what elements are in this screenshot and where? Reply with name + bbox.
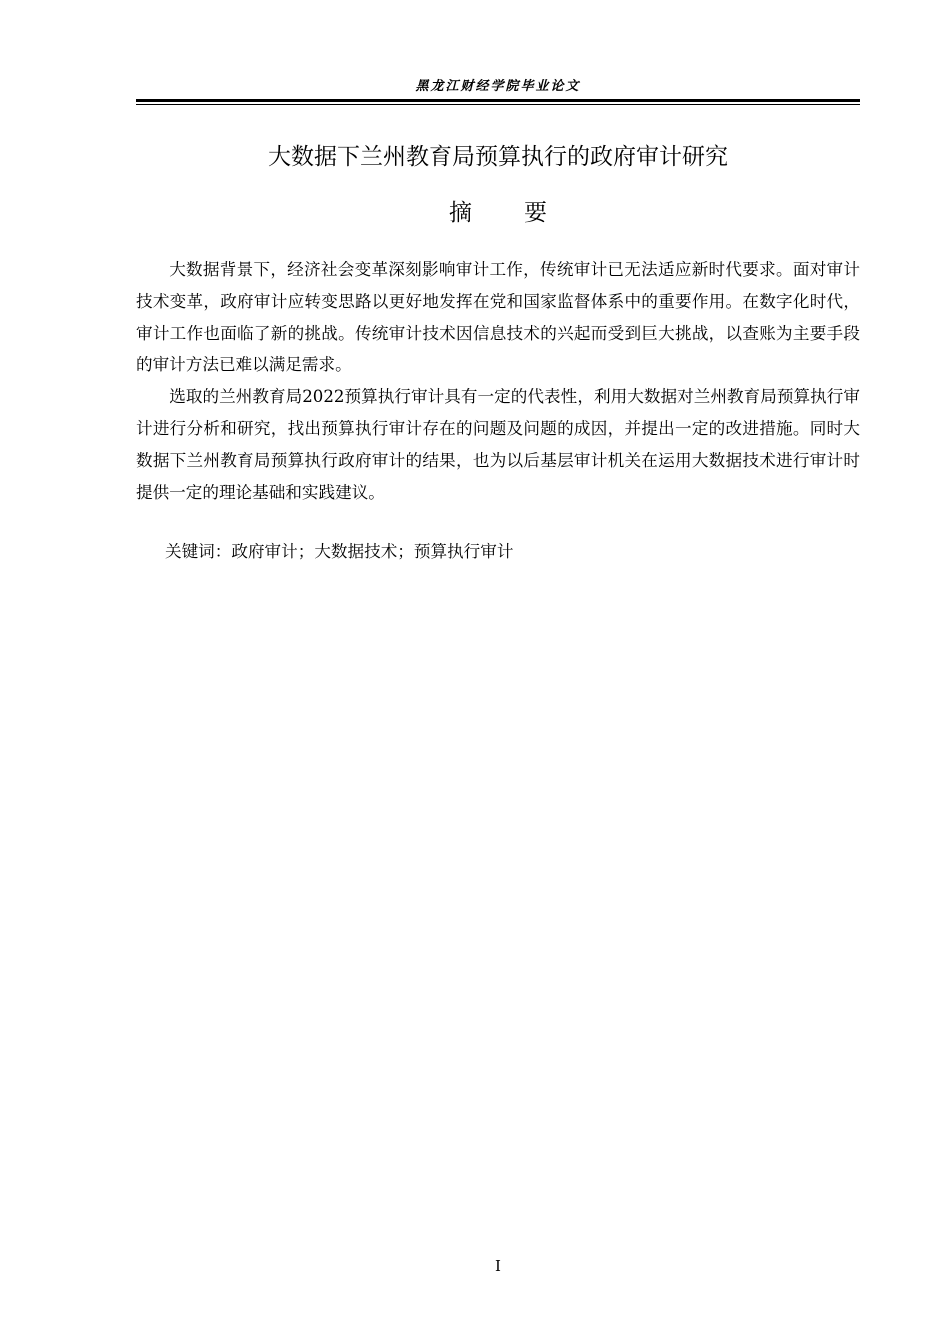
keywords-value: 政府审计；大数据技术；预算执行审计 [231,542,514,561]
page-number: I [495,1257,501,1275]
document-title: 大数据下兰州教育局预算执行的政府审计研究 [268,144,728,170]
abstract-heading: 摘要 [449,200,599,226]
keywords-line [136,536,860,567]
running-header: 黑龙江财经学院毕业论文 [415,79,581,94]
abstract-paragraph-1: 大数据背景下，经济社会变革深刻影响审计工作，传统审计已无法适应新时代要求。面对审计技术变革，政府审计应转变思路以更好地发挥在党和国家监督体系中的重要作用。在数字化时代，审计工作也面临了新的挑战。传统审计技术因信息技术的兴起而受到巨大挑战，以查账为主要手段的审计方法已难以满足需求。 [136,260,860,375]
abstract-paragraph-2: 选取的兰州教育局2022预算执行审计具有一定的代表性，利用大数据对兰州教育局预算执行审计进行分析和研究，找出预算执行审计存在的问题及问题的成因，并提出一定的改进措施。同时大数据下兰州教育局预算执行政府审计的结果，也为以后基层审计机关在运用大数据技术进行审计时提供一定的理论基础和实践建议。 [136,387,860,502]
header-rule-thick [136,99,860,102]
header-rule-thin [136,104,860,105]
keywords-label: 关键词： [165,542,232,561]
abstract-body [136,254,860,508]
